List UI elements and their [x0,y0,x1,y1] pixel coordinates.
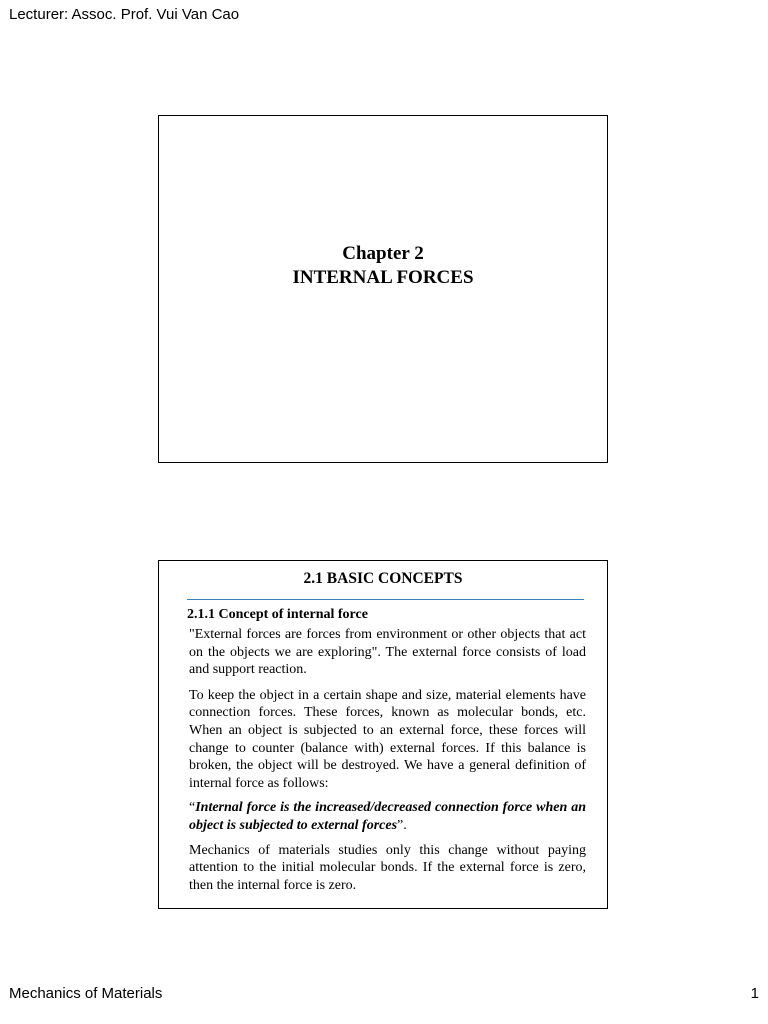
chapter-title-block [159,242,607,290]
slide-chapter-title [158,115,608,463]
page-number: 1 [750,985,759,1002]
definition-text: Internal force is the increased/decreased connection force when an object is subjected to external forces [189,800,586,833]
quote-close-mark: ”. [397,817,407,833]
slide-body [189,626,586,902]
section-subheading: 2.1.1 Concept of internal force [187,607,368,622]
chapter-title: INTERNAL FORCES [292,267,474,288]
paragraph-connection-forces: To keep the object in a certain shape and size, material elements have connection forces. These forces, known as molecular bonds, etc. When an object is subjected to an external force, these forces will change to counter (balance with) external forces. If this balance is broken, the object will be destroyed. We have a general definition of internal force as follows: [189,687,586,791]
paragraph-definition-quote [189,799,586,834]
paragraph-external-forces: "External forces are forces from environment or other objects that act on the objects we are exploring". The external force consists of load and support reaction. [189,627,586,678]
chapter-number: Chapter 2 [342,243,424,264]
paragraph-mechanics-note: Mechanics of materials studies only this change without paying attention to the initial molecular bonds. If the external force is zero, then the internal force is zero. [189,842,586,893]
page-footer-course: Mechanics of Materials [9,985,163,1002]
quote-open-mark: “ [189,800,196,816]
slide-title: 2.1 BASIC CONCEPTS [303,570,463,587]
title-divider [187,599,584,600]
slide-basic-concepts [158,560,608,909]
page-header-lecturer: Lecturer: Assoc. Prof. Vui Van Cao [9,6,240,23]
